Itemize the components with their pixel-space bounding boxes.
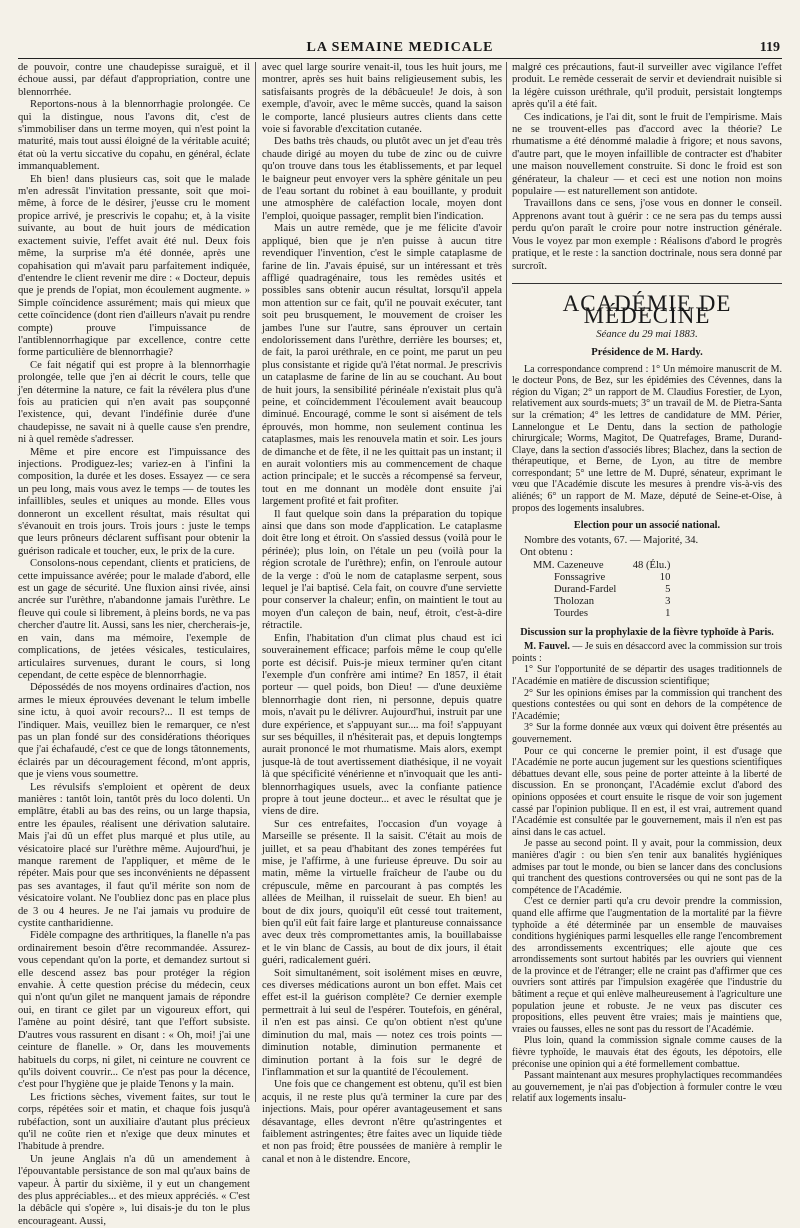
correspondance: La correspondance comprend : 1° Un mémoire manuscrit de M. le docteur Pons, de Bez, sur les épidémies des Cévennes, dans la région du Vigan; 2° un rapport de M. Claudius Forestier, de Lyon, relativement aux sourds-muets; 3° un travail de M. de Pietra-Santa sur la crémation; 4° les lettres de candidature de MM. Périer, Lannelongue et Le Dentu, dans la section de pathologie chirurgicale; Worms, Magitot, De Quatrefages, Brame, Durand-Claye, dans la section d'associés libres; Blachez, dans la section de thérapeutique, et Berne, de Lyon, au titre de membre correspondant; 5° une lettre de M. Dupré, sénateur, exprimant le vœu que l'Académie discute les mesures à prendre vis-à-vis des aliénés; 6° un rapport de M. Maze, député de Seine-et-Oise, à propos des logements insalubres. [512, 363, 782, 514]
paragraph: Je passe au second point. Il y avait, pour la commission, deux manières d'agir : ou bien s'en tenir aux banalités hygiéniques admises par tout le monde, ou bien se lancer dans des conclusions qui tranchent des questions controversées ou qui ne sont pas de la compétence de l'Académie. [512, 838, 782, 896]
paragraph: Des baths très chauds, ou plutôt avec un jet d'eau très chaude dirigé au moyen du tube de zinc ou de cuivre qu'on trouve dans tous les établissements, et par lequel le baigneur peut envoyer vers la sphère génitale un peu de l'eau sortant du robinet à eau bouillante, y produit une atmosphère de caléfaction locale, moyen dont l'emploi, quoique passager, remplit bien l'indication. [262, 136, 502, 222]
result-row [530, 596, 673, 608]
result-row [530, 560, 673, 572]
election-results [530, 560, 673, 621]
paragraph: Ces indications, je l'ai dit, sont le fruit de l'empirisme. Mais ne se trouvent-elles pas d'accord avec la théorie? Le rhumatisme a été dénommé maladie à frigore; et nous savons, d'autre part, que le moyen infaillible de contracter est d'habiter une maison nouvellement construite. Si donc le froid est son générateur, la chaleur — et ceci est une notion non moins populaire — est naturellement son antidote. [512, 111, 782, 198]
paragraph: Enfin, l'habitation d'un climat plus chaud est ici souverainement efficace; parfois même le coup qu'elle porte est décisif. Puis-je mieux terminer qu'en citant l'exemple d'un confrère ami intime? En 1857, il était porteur — quel poids, bon Dieu! — d'une deuxième blennorrhagie dont rien, ni personne, depuis quatre mois, n'avait pu le délivrer. Aujourd'hui, instruit par une dure expérience, et s'appuyant sur.... ma foi! s'appuyant sur ses béquilles, il n'hésiterait pas, et depuis longtemps aurait prononcé le mot rhumatisme. Mais alors, exempt jusque-là de tout avertissement diathésique, il ne voyait là que spécificité vénérienne et n'invoquait que les anti-blennorrhagiques usuels, avec la confiante patience propre à tout jeune docteur... et avec le résultat que je viens de dire. [262, 632, 502, 818]
candidate-name: Tholozan [554, 596, 595, 608]
result-row [530, 572, 673, 584]
paragraph: malgré ces précautions, faut-il surveiller avec vigilance l'effet produit. Le remède cesserait de servir et deviendrait nuisible si la légère cuisson uréthrale, qu'il produit, persistait longtemps après qu'il a été fait. [512, 62, 782, 111]
paragraph: Les frictions sèches, vivement faites, sur tout le corps, répétées soir et matin, et chaque fois jusqu'à rubéfaction, sont un auxiliaire d'autant plus précieux qu'il ne coûte rien et n'exige que deux minutes et l'habitude à prendre. [18, 1091, 250, 1153]
paragraph: C'est ce dernier parti qu'a cru devoir prendre la commission, quand elle affirme que l'augmentation de la mortalité par la fièvre typhoïde a été déterminée par un ensemble de mauvaises conditions hygiéniques parmi lesquelles elle range l'encombrement des arrondissements excentriques; elle ajoute que ces arrondissements sont surtout habités par les ouvriers qui viennent de la province et de l'étranger; elle ne craint pas d'affirmer que ces ouvriers sont attirés par l'impulsion exagérée que l'industrie du bâtiment a reçue et qui enlève malheureusement à l'agriculture une population jeune et robuste. Je ne veux pas discuter ces propositions, elles peuvent être vraies; mais je maintiens que, vraies ou fausses, elles ne sont pas du ressort de l'Académie. [512, 896, 782, 1035]
candidate-votes: 1 [665, 608, 671, 620]
masthead [18, 38, 782, 59]
candidate-votes: 48 (Élu.) [632, 559, 671, 571]
ont-obtenu: Ont obtenu : [520, 547, 573, 559]
speaker-name: M. Fauvel. [524, 641, 570, 653]
page-number: 119 [759, 40, 780, 55]
paragraph: Il faut quelque soin dans la préparation du topique ainsi que dans son mode d'application. Le cataplasme doit être long et étroit. On s'assied dessus (voilà pour le périnée); plus loin, on l'étale un peu (voilà pour la région scrotale de l'urèthre); enfin, on l'enroule autour de la verge : d'où le nom de cataplasme serpent, sous lequel je l'ai baptisé. Cela fait, on couvre d'une serviette pour conserver la chaleur; enfin, on maintient le tout au moyen d'un caleçon de bain, neuf, étroit, c'est-à-dire rétractile. [262, 508, 502, 632]
session-date: Séance du 29 mai 1883. [596, 328, 698, 340]
paragraph: Travaillons dans ce sens, j'ose vous en donner le conseil. Apprenons avant tout à guérir : ce ne sera pas du temps aussi perdu qu'on paraît le croire pour notre instruction générale. Vous le voyez par mon exemple : Réalisons d'abord le progrès pratique, et le reste : la sanction doctrinale, nous sera donné par surcroît. [512, 198, 782, 272]
paragraph: Un jeune Anglais n'a dû un amendement à l'épouvantable persistance de son mal qu'aux bains de vapeur. À partir du sixième, il y eut un changement des plus appréciables... et des mieux appréciés. « C'est la débâcle qui s'opère », lui disais-je du ton le plus encourageant. Aussi, [18, 1153, 250, 1227]
column-3 [512, 62, 783, 1105]
candidate-name: Tourdes [554, 608, 588, 620]
paragraph: Plus loin, quand la commission signale comme causes de la fièvre typhoïde, le mauvais état des égouts, les dépotoirs, elle préconise une opinion qui a été formellement combattue. [512, 1035, 782, 1070]
paragraph: Consolons-nous cependant, clients et praticiens, de cette impuissance avérée; pour le malade d'abord, elle est un gage de sécurité. Une fluxion ainsi rivée, ainsi ancrée sur l'urèthre, n'abandonne jamais l'urèthre. Le fleuve qui coule si librement, à pleins bords, ne va pas chercher d'autre lit. Aussi, sans les nier, chercherais-je, en vain, dans ma mémoire, l'exemple de complications, de jetées vésicales, testiculaires, articulaires survenues, durant le cours, si long cependant, de cette espèce de blennorrhagie. [18, 558, 250, 681]
paragraph: Eh bien! dans plusieurs cas, soit que le malade m'en adressât l'invitation pressante, soit que moi-même, à force de le désirer, j'eusse cru le moment propice arrivé, je prescrivis le copahu; et, à la visite suivante, au bout de huit jours de médication exactement suivie, l'effet avait été nul. Deux fois même, la surprise m'a été donnée, après une copahisation qui m'avait paru parfaitement indiquée, d'entendre le client revenir me dire : « Docteur, depuis que je prends de l'opiat, mon écoulement augmente. » Simple coïncidence assurément; mais qui mieux que cette coïncidence (dont rien d'ailleurs n'avait pu rendre compte) prouve l'impuissance de l'antiblennorrhagique par excellence, contre cette forme particulière de blennorrhagie? [18, 173, 250, 359]
paragraph: 2° Sur les opinions émises par la commission qui tranchent des questions contestées ou qui sont en dehors de la compétence de l'Académie; [512, 687, 782, 722]
paragraph: Une fois que ce changement est obtenu, qu'il est bien acquis, il ne reste plus qu'à terminer la cure par des injections. Mais, pour opérer avantageusement et sans désavantage, elles devront n'être qu'astringentes et faiblement astringentes; être faites avec un liquide tiède et non pas froid; être poussées de manière à remplir le canal et non à le distendre. Encore, [262, 1079, 502, 1165]
election-heading: Election pour un associé national. [573, 520, 721, 532]
paragraph: Les révulsifs s'emploient et opèrent de deux manières : tantôt loin, tantôt près du loco dolenti. Un emplâtre, établi au bas des reins, ou un large thapsia, entre les épaules, réalisent une dérivation salutaire. Mais j'ai dû un effet plus marqué et plus utile, au vésicatoire placé sur l'urèthre même. Aujourd'hui, je manque rarement de l'appliquer, et même de le répéter. Mais pour que ses inconvénients ne dépassent pas ses avantages, il faut qu'il mérite son nom de vésicatoire volant. Ne l'oubliez donc pas en place plus de 3 ou 4 heures. Je ne l'ai jamais vu produire de cystite cantharidienne. [18, 781, 250, 930]
paragraph: Dépossédés de nos moyens ordinaires d'action, nos armes le mieux éprouvées devenant le telum imbelle sine ictu, à quoi avoir recours?... Il est temps de l'indiquer. Mais, veuillez bien le remarquer, ce n'est pas un plan fondé sur des considérations théoriques que j'ai échafaudé, c'est ce que de longs tâtonnements, éclairés par un découragement fécond, m'ont appris, que je viens vous soumettre. [18, 682, 250, 781]
paragraph: de pouvoir, contre une chaudepisse suraiguë, et il échoue aussi, par défaut d'appropriation, contre une blennorrhée. [18, 62, 250, 98]
journal-title: LA SEMAINE MEDICALE [306, 40, 494, 55]
paragraph: 1° Sur l'opportunité de se départir des usages traditionnels de l'Académie en matière de discussion scientifique; [512, 664, 782, 688]
candidate-name: Durand-Fardel [554, 584, 617, 596]
column-rule-1 [255, 62, 256, 1102]
paragraph: Ce fait négatif qui est propre à la blennorrhagie prolongée, telle que j'en ai décrit le cours, telle que j'en détermine la nature, ce fait la révélera plus d'une fois au praticien qui n'en avait pas soupçonné l'existence, qui, devant l'indéfinie durée d'une chaudepisse, ne savait ni à quelle cause s'en prendre, ni à quel remède s'adresser. [18, 359, 250, 446]
paragraph: Passant maintenant aux mesures prophylactiques recommandées au gouvernement, je n'ai pas d'objection à formuler contre le vœu relatif aux logements insalu- [512, 1070, 782, 1105]
presidence: Présidence de M. Hardy. [591, 347, 703, 359]
paragraph: Même et pire encore est l'impuissance des injections. Prodiguez-les; variez-en à l'infini la composition, la durée et les doses. Essayez — ce sera un peu long, mais vous avez le temps — de toutes les infaillibles, seules et uniques au monde. Elles vous donneront un excellent résultat, mais résultat qui s'évanouit en trois jours. Trois jours : juste le temps que leurs prôneurs déclarent suffisant pour obtenir la guérison radicale et toucher, eux, le prix de la cure. [18, 446, 250, 557]
column-rule-2 [506, 62, 507, 1102]
result-row [530, 584, 673, 596]
paragraph: Pour ce qui concerne le premier point, il est d'usage que l'Académie ne porte aucun jugement sur les questions scientifiques débattues devant elle, sous peine de porter atteinte à la liberté de discussion. En se prononçant, l'Académie exclut d'abord des opinions opposées et court ensuite le risque de voir son jugement cassé par l'opinion publique. Il en est, il est vrai, autrement quand l'Académie est consultée par le gouvernement, mais il n'en est pas ainsi dans le cas actuel. [512, 745, 782, 838]
paragraph: 3° Sur la forme donnée aux vœux qui doivent être présentés au gouvernement. [512, 722, 782, 746]
candidate-votes: 5 [665, 584, 671, 596]
candidate-votes: 10 [659, 571, 671, 583]
column-2 [262, 62, 502, 1165]
discussion-heading: Discussion sur la prophylaxie de la fièvre typhoïde à Paris. [520, 626, 774, 638]
column-1 [18, 62, 250, 1227]
paragraph: Mais un autre remède, que je me félicite d'avoir appliqué, bien que je n'en puisse à aucun titre revendiquer l'invention, c'est le simple cataplasme de farine de lin. J'avais épuisé, sur un intéressant et très affligé quadragénaire, tous les remèdes usités et possibles sans obtenir aucun résultat, lorsqu'il appela mon attention sur ce fait, qu'il ne pouvait exécuter, tant soit peu brusquement, le mouvement de croiser les jambes l'une sur l'autre, sans éprouver un certain endolorissement dans l'urèthre, derrière les bourses; et, de fait, la paroi uréthrale, en ce point, me parut un peu plus consistante et rigide qu'à l'état normal. Je prescrivis un cataplasme de farine de lin au se couchant. Au bout de huit jours, la sensibilité périnéale n'existait plus qu'à peine, et coïncidemment l'écoulement avait beaucoup diminué. Encouragé, comme le sont si aisément de tels éprouvés, mon homme, non seulement continua les cataplasmes, mais les renouvela matin et soir. Les jours de dimanche et de fête, il ne les quittait pas un instant; il en aurait volontiers mis au commencement de chaque action principale; et le succès a récompensé sa ferveur, tout en me donnant un modèle dont ensuite j'ai largement profité et fait profiter. [262, 223, 502, 508]
result-row [530, 608, 673, 620]
candidate-votes: 3 [665, 596, 671, 608]
paragraph: Sur ces entrefaites, l'occasion d'un voyage à Marseille se présente. Il la saisit. C'était au mois de juillet, et sa peau d'habitant des zones tempérées fut mise, je l'affirme, à une furieuse épreuve. Du soir au matin, même la virtuelle fraîcheur de l'aube ou du crépuscule, même en parcourant à pas comptés les allées de Meilhan, il ruisselait de sueur. Eh bien! au bout de dix jours, quoiqu'il eût cessé tout traitement, bien qu'il eût fait faire large et plantureuse connaissance avec deux très compromettantes amis, la bouillabaisse et le vin blanc de Cassis, au bout de dix jours, il était guéri, radicalement guéri. [262, 818, 502, 967]
votants-line: Nombre des votants, 67. — Majorité, 34. [524, 534, 699, 546]
paragraph: — Je suis en désaccord avec la commission sur trois points : [512, 641, 783, 664]
paragraph: Soit simultanément, soit isolément mises en œuvre, ces diverses médications auront un bon effet. Mais cet effet est-il la guérison complète? Ce dernier exemple permettrait à lui seul de l'espérer. Toutefois, en général, il n'en est pas ainsi. Ce qu'on obtient n'est qu'une diminution du mal, mais — notez ces trois points — diminution notable, diminution permanente et diminution portant à la fois sur le degré de l'inflammation et sur la quantité de l'écoulement. [262, 967, 502, 1078]
paragraph: avec quel large sourire venait-il, tous les huit jours, me montrer, après ses huit bains religieusement subis, les satisfaisants progrès de la débâcueule! Je dois, à son exemple, d'avoir, avec le même succès, quand la saison le comporte, lancé plusieurs autres clients dans cette voie si favorable d'excitation cutanée. [262, 62, 502, 136]
paragraph: Fidèle compagne des arthritiques, la flanelle n'a pas ordinairement besoin d'être recommandée. Assurez-vous cependant qu'on la porte, et demandez surtout si elle descend assez bas pour protéger la région envahie. À cette question précise du médecin, ceux qui n'ont qu'un gilet ne manquent jamais de répondre oui, en tirant ce gilet par un vigoureux effort, qui l'amène au point désiré, tant que l'effort subsiste. D'autres vous rassurent en disant : « Oh, moi! j'ai une ceinture de flanelle. » Or, dans les mouvements habituels du corps, ni gilet, ni ceinture ne couvrent ce qu'ils doivent couvrir... Ce n'est pas pour la décence, c'est pour l'hygiène que je plaide Tenons y la main. [18, 930, 250, 1091]
paragraph: Reportons-nous à la blennorrhagie prolongée. Ce qui la distingue, nous l'avons dit, c'est de s'immobiliser dans un terme moyen, qui n'est point la maturité, mais tout aussi éloigné de la véritable acuité; état où la vertu siccative du copahu, en général, éclate immanquablement. [18, 99, 250, 173]
section-title: ACADÉMIE DE MÉDECINE [512, 283, 782, 323]
candidate-name: MM. Cazeneuve [533, 559, 604, 571]
candidate-name: Fonssagrive [554, 571, 606, 583]
